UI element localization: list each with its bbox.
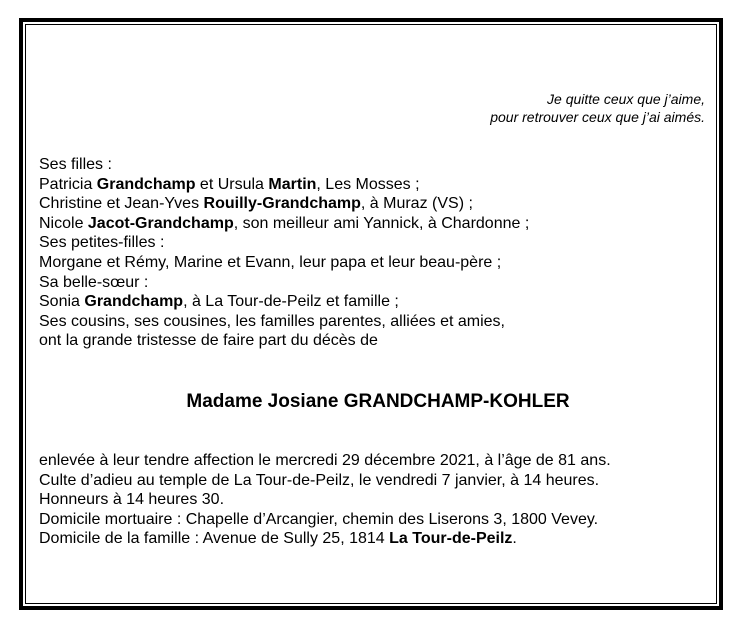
details-line-5 — [39, 529, 611, 549]
text-segment: , à Muraz (VS) ; — [360, 195, 473, 213]
epigraph-line-1: Je quitte ceux que j’aime, — [547, 91, 705, 107]
announcement-line: ont la grande tristesse de faire part du décès de — [39, 332, 378, 350]
text-segment: , Les Mosses ; — [316, 175, 420, 193]
surname: Grandchamp — [84, 293, 184, 311]
cousins-line: Ses cousins, ses cousines, les familles parentes, alliées et amies, — [39, 312, 505, 330]
family-list — [39, 155, 529, 351]
details-line-4: Domicile mortuaire : Chapelle d’Arcangier, chemin des Liserons 3, 1800 Vevey. — [39, 510, 599, 528]
daughter-line-2 — [39, 194, 529, 214]
details-line-2: Culte d’adieu au temple de La Tour-de-Peilz, le vendredi 7 janvier, à 14 heures. — [39, 471, 600, 489]
granddaughters-line: Morgane et Rémy, Marine et Evann, leur papa et leur beau-père ; — [39, 253, 502, 271]
text-segment: Nicole — [39, 214, 88, 232]
text-segment: Sonia — [39, 293, 85, 311]
deceased-name — [23, 391, 719, 413]
epigraph-line-2: pour retrouver ceux que j’ai aimés. — [490, 109, 705, 125]
daughters-heading: Ses filles : — [39, 156, 112, 173]
details-line-3: Honneurs à 14 heures 30. — [39, 491, 225, 509]
granddaughters-heading: Ses petites-filles : — [39, 234, 165, 252]
funeral-details — [39, 451, 611, 549]
surname: Martin — [268, 175, 317, 193]
sister-in-law-line — [39, 292, 529, 312]
text-segment: Domicile de la famille : Avenue de Sully 25, 1814 — [39, 530, 390, 548]
town-name: La Tour-de-Peilz — [389, 530, 513, 548]
notice-border — [19, 18, 723, 610]
surname: Rouilly-Grandchamp — [203, 195, 361, 213]
epigraph — [490, 90, 705, 126]
text-segment: Patricia — [39, 175, 97, 193]
text-segment: , son meilleur ami Yannick, à Chardonne ; — [233, 214, 530, 232]
deceased-name-text: Madame Josiane GRANDCHAMP-KOHLER — [186, 391, 570, 412]
surname: Grandchamp — [96, 175, 196, 193]
sister-in-law-heading: Sa belle-sœur : — [39, 273, 149, 291]
details-line-1: enlevée à leur tendre affection le mercredi 29 décembre 2021, à l’âge de 81 ans. — [39, 452, 611, 469]
daughter-line-1 — [39, 175, 529, 195]
text-segment: , à La Tour-de-Peilz et famille ; — [183, 293, 399, 311]
text-segment: et Ursula — [195, 175, 269, 193]
daughter-line-3 — [39, 214, 529, 234]
text-segment: Christine et Jean-Yves — [39, 195, 204, 213]
surname: Jacot-Grandchamp — [87, 214, 234, 232]
text-segment: . — [512, 530, 517, 548]
